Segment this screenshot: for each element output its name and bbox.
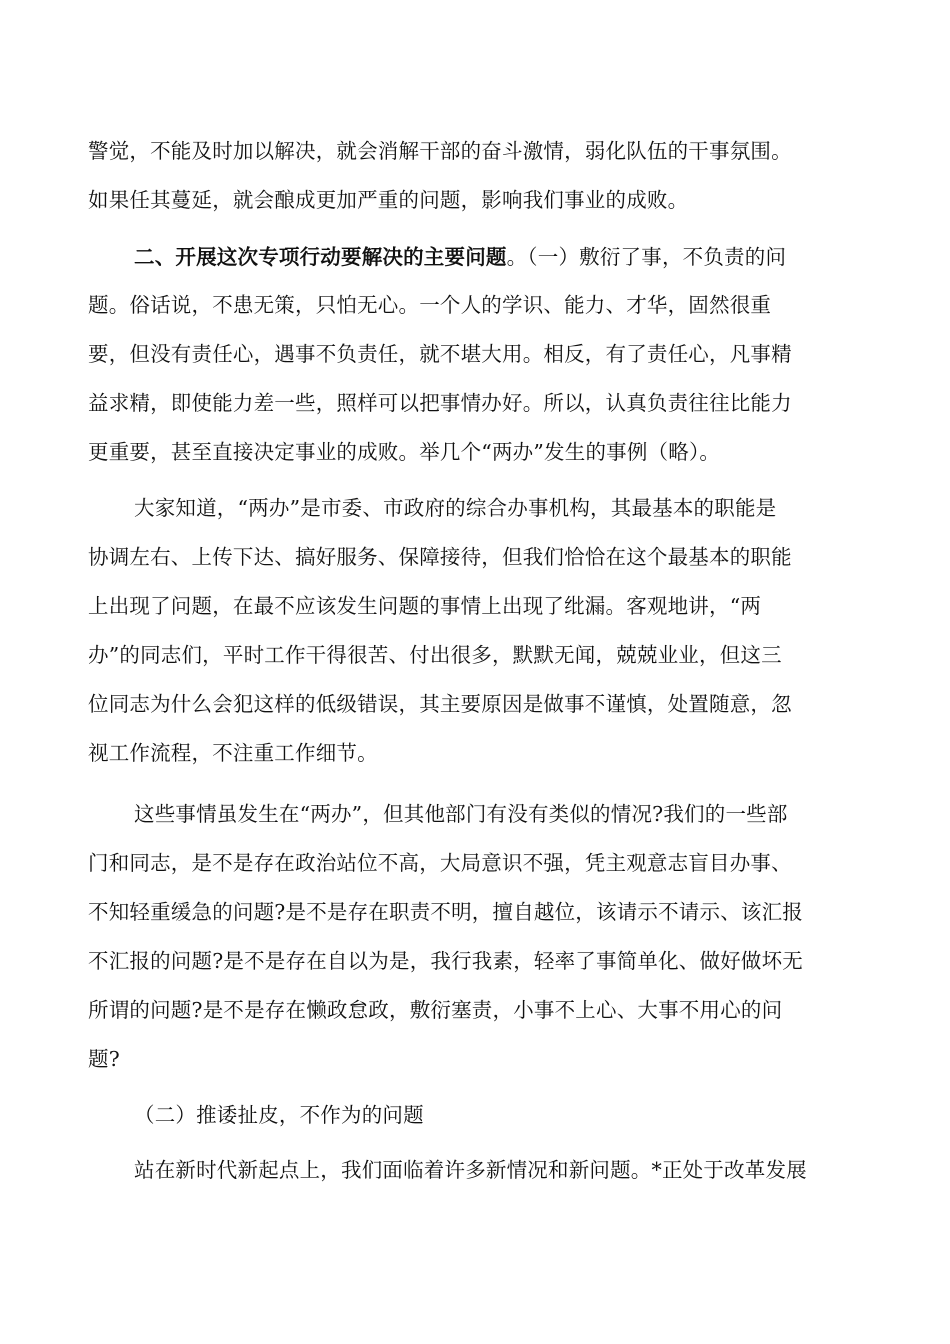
text-line-1: 警觉，不能及时加以解决，就会消解干部的奋斗激情，弱化队伍的干事氛围。 — [88, 139, 792, 163]
text-line-21: 站在新时代新起点上，我们面临着许多新情况和新问题。*正处于改革发展 — [134, 1158, 807, 1182]
text-line-17: 不汇报的问题?是不是存在自以为是，我行我素，轻率了事简单化、做好做坏无 — [88, 949, 803, 973]
text-line-15: 门和同志，是不是存在政治站位不高，大局意识不强，凭主观意志盲目办事、 — [88, 851, 792, 875]
text-line-19: 题? — [88, 1047, 120, 1071]
text-line-13: 视工作流程，不注重工作细节。 — [88, 741, 378, 765]
text-line-4: 题。俗话说，不患无策，只怕无心。一个人的学识、能力、才华，固然很重 — [88, 293, 772, 317]
text-line-2: 如果任其蔓延，就会酿成更加严重的问题，影响我们事业的成败。 — [88, 188, 689, 212]
text-line-3 — [134, 243, 786, 271]
text-line-11: 办”的同志们，平时工作干得很苦、付出很多，默默无闻，兢兢业业，但这三 — [88, 643, 782, 667]
text-line-9: 协调左右、上传下达、搞好服务、保障接待，但我们恰恰在这个最基本的职能 — [88, 545, 792, 569]
text-line-7: 更重要，甚至直接决定事业的成败。举几个“两办”发生的事例（略）。 — [88, 440, 721, 464]
text-line-16: 不知轻重缓急的问题?是不是存在职责不明，擅自越位，该请示不请示、该汇报 — [88, 900, 803, 924]
text-line-8: 大家知道，“两办”是市委、市政府的综合办事机构，其最基本的职能是 — [134, 496, 777, 520]
text-line-12: 位同志为什么会犯这样的低级错误，其主要原因是做事不谨慎，处置随意，忽 — [88, 692, 792, 716]
text-line-14: 这些事情虽发生在“两办”，但其他部门有没有类似的情况?我们的一些部 — [134, 802, 788, 826]
subsection-heading: （二）推诿扯皮，不作为的问题 — [134, 1103, 424, 1127]
text-line-10: 上出现了问题，在最不应该发生问题的事情上出现了纰漏。客观地讲，“两 — [88, 594, 762, 618]
section-heading: 二、开展这次专项行动要解决的主要问题 — [134, 245, 507, 269]
text-line-6: 益求精，即使能力差一些，照样可以把事情办好。所以，认真负责往往比能力 — [88, 391, 792, 415]
text-line-5: 要，但没有责任心，遇事不负责任，就不堪大用。相反，有了责任心，凡事精 — [88, 342, 792, 366]
section-heading-continuation: 。（一）敷衍了事，不负责的问 — [506, 245, 787, 269]
text-line-18: 所谓的问题?是不是存在懒政怠政，敷衍塞责，小事不上心、大事不用心的问 — [88, 998, 783, 1022]
